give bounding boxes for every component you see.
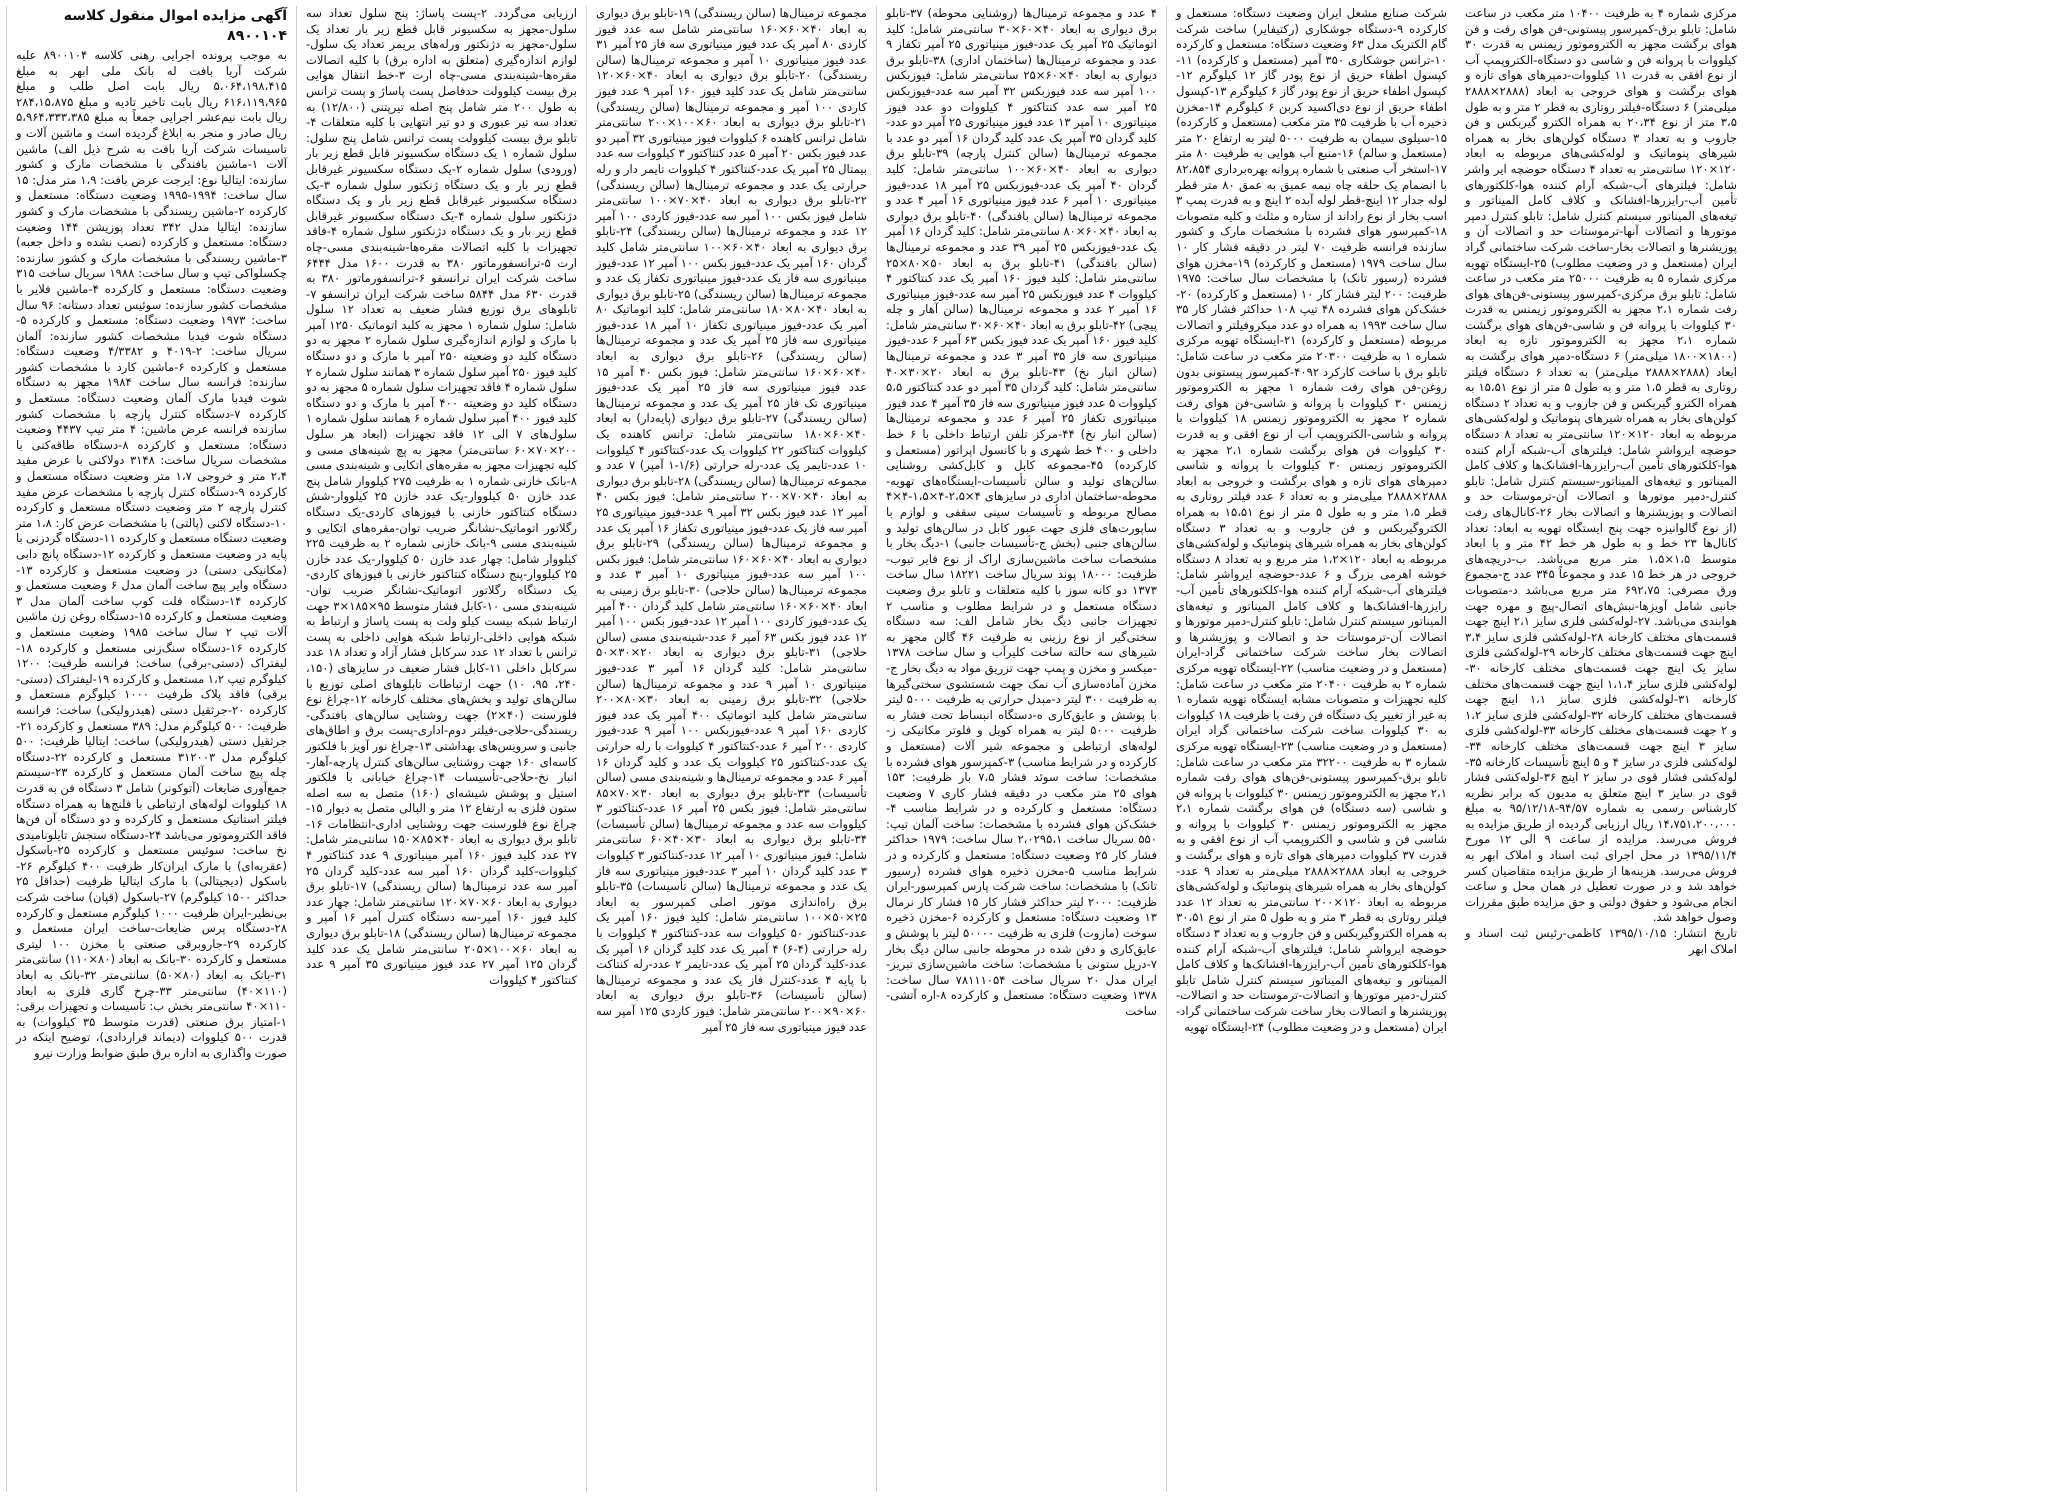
column-text: شرکت صنایع مشعل ایران وضعیت دستگاه: مستعمل و کارکرده ۹-دستگاه جوشکاری (رکتیفایر) ساخت شرکت گام الکتریک مدل ۶۳ وضعیت دستگاه: مستعمل و کارکرده ۱۰-ترانس جوشکاری ۳۵۰ آمپر (مستعمل و کارکرده) ۱۱-کپسول اطفاء حریق از نوع پودر گاز ۱۲ کیلوگرم ۱۲-کپسول اطفاء حریق از نوع پودر گاز ۶ کیلوگرم ۱۳-کپسول اطفاء حریق از نوع دی‌اکسید کربن ۶ کیلوگرم ۱۴-مخزن ذخیره آب با ظرفیت ۳۵ متر مکعب (مستعمل و کارکرده) ۱۵-سیلوی سیمان به ظرفیت ۵۰۰۰ لیتر به ارتفاع ۲۰ متر (مستعمل و سالم) ۱۶-منبع آب هوایی به ظرفیت ۸۰ متر ۱۷-استخر آب صنعتی با شماره پروانه بهره‌برداری ۸۲،۸۵۴ با انضمام یک حلقه چاه نیمه عمیق به عمق ۸۰ متر قطر لوله جدار ۱۲ اینچ-قطر لوله آبده ۲ اینچ و به قدرت پمپ ۳ اسب بخار از نوع راداند از ستاره و مثلث و کلیه متصوبات ۱۸-کمپرسور هوای فشرده با مشخصات مارک و کشور سازنده فرانسه ظرفیت ۷۰ لیتر در دقیقه فشار کار ۱۰ سال ساخت ۱۹۷۹ (مستعمل و کارکرده) ۱۹-مخزن هوای فشرده (رسیور تانک) با مشخصات سال ساخت: ۱۹۷۵ ظرفیت: ۲۰۰ لیتر فشار کار ۱۰ (مستعمل و کارکرده) ۲۰-خشک‌کن هوای فشرده ۴۸ تیپ ۱۰۸ حداکثر فشار کار ۳۵ سال ساخت ۱۹۹۳ به همراه دو عدد میکروفیلتر و اتصالات مربوطه (مستعمل و کارکرده) ۲۱-ایستگاه تهویه مرکزی شماره ۱ به ظرفیت ۲۰۳۰۰ متر مکعب در ساعت شامل: تابلو برق با ساخت کارکرد ۴۰۹۲-کمپرسور پیستونی بدون روغن-فن هوای رفت شماره ۱ مجهز به الکتروموتور زیمنس ۳۰ کیلووات با پروانه و شاسی-فن هوای رفت شماره ۲ مجهز به الکتروموتور زیمنس ۱۸ کیلووات با پروانه و شاسی-الکتروپمپ آب از نوع افقی و به قدرت ۳۰ کیلووات فن هوای برگشت شماره ۲،۱ مجهز به الکتروموتور زیمنس ۳۰ کیلووات با پروانه و شاسی دمپرهای هوای تازه و هوای برگشت و خروجی به ابعاد ۲۸۸۸×۲۸۸۸ میلی‌متر و به تعداد ۶ عدد فیلتر روتاری به قطر ۱،۵ متر و به طول ۵ متر از نوع ۱۵،۵۱ به همراه الکتروگیربکس و فن جاروب و به تعداد ۳ دستگاه کولن‌های بخار به همراه شیرهای پنوماتیک و لوله‌کشی‌های مربوطه به ابعاد ۱۲۰×۱،۲ متر مربع و به تعداد ۸ دستگاه خوشه اهرمی بزرگ و ۶ عدد-حوضچه ایرواشر شامل: فیلترهای آب-شبکه آرام کننده هوا-کلکتورهای تأمین آب-رایزرها-افشانک‌ها و کلاف کامل المیناتور و تیغه‌های المیناتور سیستم کنترل شامل: تابلو کنترل-دمپر موتورها و اتصالات آن-ترموستات حد و اتصالات و پوزیشنرها و اتصالات بخار ساخت شرکت ساختمانی گراد-ایران (مستعمل و در وضعیت مناسب) ۲۲-ایستگاه تهویه مرکزی شماره ۲ به ظرفیت ۲۰۴۰۰ متر مکعب در ساعت شامل: کلیه تجهیزات و متصوبات مشابه ایستگاه تهویه شماره ۱ به غیر از تغییر یک دستگاه فن رفت با ظرفیت ۱۸ کیلووات به ۳۰ کیلووات ساخت شرکت ساختمانی گراد ایران (مستعمل و در وضعیت مناسب) ۲۳-ایستگاه تهویه مرکزی شماره ۳ به ظرفیت ۳۲۲۰۰ متر مکعب در ساعت شامل: تابلو برق-کمپرسور پیستونی-فن‌های هوای رفت شماره ۲،۱ مجهز به الکتروموتور زیمنس ۳۰ کیلووات با پروانه فن و شاسی (سه دستگاه) فن هوای برگشت شماره ۲،۱ مجهز به الکتروموتور زیمنس ۳۰ کیلووات با پروانه و شاسی فن و شاسی و الکتروپمپ آب از نوع افقی و به قدرت ۳۷ کیلووات دمپرهای هوای تازه و هوای برگشت و خروجی به ابعاد ۲۸۸۸×۲۸۸۸ میلی‌متر به تعداد ۹ عدد-کولن‌های بخار به همراه شیرهای پنوماتیک و لوله‌کشی‌های مربوطه به ابعاد ۱۲۰×۲۰۰ سانتی‌متر به تعداد ۱۲ عدد فیلتر روتاری به قطر ۳ متر و به طول ۵ متر از نوع ۳۰،۵۱ به همراه الکتروگیربکس و فن جاروب و به تعداد ۳ دستگاه حوضچه ایرواشر شامل: فیلترهای آب-شبکه آرام کننده هوا-کلکتورهای تأمین آب-رایزرها-افشانک‌ها و کلاف کامل المیناتور و تیغه‌های المیناتور سیستم کنترل شامل تابلو کنترل-دمپر موتورها و اتصالات-ترموستات حد و اتصالات-پوزیشنرها و اتصالات بخار ساخت شرکت ساختمانی گراد-ایران (مستعمل و در وضعیت مطلوب) ۲۴-ایستگاه تهویه [1172, 6, 1448, 1034]
column-6 [1456, 6, 1746, 1492]
column-text: به موجب پرونده اجرایی رهنی کلاسه ۸۹۰۰۱۰۴ علیه شرکت آریا بافت له بانک ملی ابهر به مبلغ ۵،۰۶۴،۱۹۸،۴۱۵ ریال بابت اصل طلب و مبلغ ۶۱۶،۱۱۹،۹۶۵ ریال بابت تاخیر تادیه و مبلغ ۲۸۴،۱۵،۸۷۵ ریال بابت نیم‌عشر اجرایی جمعاً به مبلغ ۵،۹۶۴،۳۳۳،۳۸۵ ریال صادر و منجر به ابلاغ گردیده است و ماشین آلات و تاسیسات شرکت آریا بافت به شرح ذیل الف) ماشین آلات ۱-ماشین بافندگی با مشخصات مارک و کشور سازنده: ایتالیا نوع: ایرجت عرض بافت: ۱،۹ متر مدل: ۱۵ سال ساخت: ۱۹۹۴-۱۹۹۵ وضعیت دستگاه: مستعمل و کارکرده ۲-ماشین ریسندگی با مشخصات مارک و کشور سازنده: ایتالیا مدل ۳۴۲ تعداد پوزیشن ۱۴۴ وضعیت دستگاه: مستعمل و کارکرده (نصب نشده و داخل جعبه) ۳-ماشین ریسندگی با مشخصات مارک و کشور سازنده: چکسلواکی تیپ و سال ساخت: ۱۹۸۸ سریال ساخت ۳۱۵ وضعیت دستگاه: مستعمل و کارکرده ۴-ماشین فلایر با مشخصات کشور سازنده: سوئیس تعداد دستانه: ۹۶ سال ساخت: ۱۹۷۳ وضعیت دستگاه: مستعمل و کارکرده ۵-دستگاه شوت فیدبا مشخصات کشور سازنده: آلمان سریال ساخت: ۲-۴۰۱۹ و ۴/۳۳۸۲ وضعیت دستگاه: مستعمل و کارکرده ۶-ماشین کارد با مشخصات کشور سازنده: فرانسه سال ساخت ۱۹۸۴ مجهز به دستگاه شوت فیدبا مارک آلمان وضعیت دستگاه: مستعمل و کارکرده ۷-دستگاه کنترل پارچه با مشخصات کشور سازنده فرانسه عرض ماشین: ۴ متر تیپ ۴۴۳۷ وضعیت دستگاه: مستعمل و کارکرده ۸-دستگاه طاقه‌کنی با مشخصات سریال ساخت: ۳۱۴۸ دولاکنی با عرض مفید ۲،۴ متر و خروجی ۱،۷ متر وضعیت دستگاه مستعمل و کارکرده ۹-دستگاه کنترل پارچه با مشخصات عرض مفید کنترل پارچه ۲ متر وضعیت دستگاه مستعمل و کارکرده ۱۰-دستگاه لاکنی (پالتی) با مشخصات عرض کار: ۱،۸ متر وضعیت دستگاه مستعمل و کارکرده ۱۱-دستگاه گردزنی با پایه در وضعیت مستعمل و کارکرده ۱۲-دستگاه پانچ دابی (مکانیکی دستی) در وضعیت مستعمل و کارکرده ۱۳-دستگاه وایر پیچ ساخت آلمان مدل ۶ وضعیت مستعمل و کارکرده ۱۴-دستگاه فلت کوپ ساخت آلمان مدل ۳ وضعیت مستعمل و کارکرده ۱۵-دستگاه روغن زن ماشین آلات تیپ ۲ سال ساخت ۱۹۸۵ وضعیت مستعمل و کارکرده ۱۶-دستگاه سنگ‌زنی مستعمل و کارکرده ۱۸-لیفتراک (دستی-برقی) ساخت: فرانسه ظرفیت: ۱۲۰۰ کیلوگرم تیپ ۱،۲ مستعمل و کارکرده ۱۹-لیفتراک (دستی-برقی) فاقد پلاک ظرفیت ۱۰۰۰ کیلوگرم مستعمل و کارکرده ۲۰-جرثقیل دستی (هیدرولیکی) ساخت: فرانسه ظرفیت: ۵۰۰ کیلوگرم مدل: ۳۸۹ مستعمل و کارکرده ۲۱-جرثقیل دستی (هیدرولیکی) ساخت: ایتالیا ظرفیت: ۵۰۰ کیلوگرم مدل ۳۱۲۰۰۳ مستعمل و کارکرده ۲۲-دستگاه چله پیچ ساخت آلمان مستعمل و کارکرده ۲۳-سیستم جمع‌آوری ضایعات (آتوکونر) شامل ۳ دستگاه فن به قدرت ۱۸ کیلووات لوله‌های ارتباطی با فلنج‌ها به همراه دستگاه فیلتر استاتیک مستعمل و کارکرده و دو دستگاه آن فن‌ها فاقد الکتروموتور می‌باشد ۲۴-دستگاه سنجش تایلونامیدی نخ ساخت: سوئیس مستعمل و کارکرده ۲۵-باسکول (عقربه‌ای) با مارک ایران‌کار ظرفیت ۴۰۰ کیلوگرم ۲۶-باسکول (دیجیتالی) با مارک ایتالیا ظرفیت (حداقل ۲۵ حداکثر ۱۵۰۰ کیلوگرم) ۲۷-باسکول (قپان) ساخت شرکت بی‌نظیر-ایران ظرفیت ۱۰۰۰ کیلوگرم مستعمل و کارکرده ۲۸-دستگاه پرس ضایعات-ساخت ایران مستعمل و کارکرده ۲۹-جاروبرقی صنعتی با مخزن ۱۰۰ لیتری مستعمل و کارکرده ۳۰-بانک به ابعاد (۸۰×۱۱۰) سانتی‌متر ۳۱-بانک به ابعاد (۸۰×۵۰) سانتی‌متر ۳۲-بانک به ابعاد (۱۱۰×۴۰) سانتی‌متر ۳۳-چرخ گاری فلزی به ابعاد ۱۱۰×۴۰ سانتی‌متر بخش ب: تأسیسات و تجهیزات برقی: ۱-امتیاز برق صنعتی (قدرت متوسط ۳۵ کیلووات) به قدرت ۵۰۰ کیلووات (دیماند قراردادی)، توضیح اینکه در صورت واگذاری به اداره برق طبق ضوابط وزارت نیرو [12, 48, 288, 1060]
column-2 [296, 6, 586, 1492]
column-text: مجموعه ترمینال‌ها (سالن ریسندگی) ۱۹-تابلو برق دیواری به ابعاد ۴۰×۶۰×۱۶۰ سانتی‌متر شامل سه عدد فیوز کاردی ۸۰ آمپر یک عدد فیوز مینیاتوری سه فاز ۲۵ آمپر ۳۱ عدد فیوز مینیاتوری ۱۰ آمپر و مجموعه ترمینال‌ها (سالن ریسندگی) ۲۰-تابلو برق دیواری به ابعاد ۴۰×۶۰×۱۲۰ سانتی‌متر شامل یک عدد کلید فیوز ۱۶۰ آمپر ۹ عدد فیوز کاردی ۱۰۰ آمپر و مجموعه ترمینال‌ها (سالن ریسندگی) ۲۱-تابلو برق دیواری به ابعاد ۶۰×۱۰۰×۲۰۰ سانتی‌متر شامل ترانس کاهنده ۶ کیلووات فیوز مینیاتوری ۳۲ آمپر دو عدد فیوز بکس ۲۰ آمپر ۵ عدد کنتاکتور ۳ کیلووات سه عدد بیمتال ۲۵ آمپر یک عدد-کنتاکتور ۴ کیلووات تایمر دار و رله حرارتی یک عدد و مجموعه ترمینال‌ها (سالن ریسندگی) ۲۲-تابلو برق دیواری به ابعاد ۴۰×۷۰×۱۰۰ سانتی‌متر شامل فیوز بکس ۱۰۰ آمپر سه عدد-فیوز کاردی ۱۰۰ آمپر ۱۲ عدد و مجموعه ترمینال‌ها (سالن ریسندگی) ۲۴-تابلو برق دیواری به ابعاد ۴۰×۶۰×۱۰۰ سانتی‌متر شامل کلید گردان ۱۶۰ آمپر یک عدد-فیوز بکس ۱۰۰ آمپر ۱۲ عدد-فیوز مینیاتوری سه فاز یک عدد-فیوز مینیاتوری تکفاز یک عدد و مجموعه ترمینال‌ها (سالن ریسندگی) ۲۵-تابلو برق دیواری به ابعاد ۴۰×۸۰×۱۸۰ سانتی‌متر شامل: کلید اتوماتیک ۸۰ آمپر یک عدد-فیوز مینیاتوری تکفاز ۱۰ آمپر ۱۸ عدد-فیوز مینیاتوری سه فاز ۲۵ آمپر یک عدد و مجموعه ترمینال‌ها (سالن ریسندگی) ۲۶-تابلو برق دیواری به ابعاد ۴۰×۶۰×۱۶۰ سانتی‌متر شامل: فیوز بکس ۴۰ آمپر ۱۵ عدد فیوز مینیاتوری سه فاز ۲۵ آمپر یک عدد-فیوز مینیاتوری تک فاز ۲۵ آمپر یک عدد و مجموعه ترمینال‌ها (سالن ریسندگی) ۲۷-تابلو برق دیواری (پایه‌دار) به ابعاد ۴۰×۶۰×۱۸۰ سانتی‌متر شامل: ترانس کاهنده یک کیلووات کنتاکتور ۲۲ کیلووات یک عدد-کنتاکتور ۴ کیلووات ۱۰ عدد-تایمر یک عدد-رله حرارتی (۱/۶-۱ آمپر) ۷ عدد و مجموعه ترمینال‌ها (سالن ریسندگی) ۲۸-تابلو برق دیواری به ابعاد ۴۰×۷۰×۲۰۰ سانتی‌متر شامل: فیوز بکس ۴۰ آمپر ۱۲ عدد فیوز بکس ۳۲ آمپر ۹ عدد-فیوز مینیاتوری ۲۵ آمپر سه فاز یک عدد-فیوز مینیاتوری تکفاز ۱۶ آمپر یک عدد و مجموعه ترمینال‌ها (سالن ریسندگی) ۲۹-تابلو برق دیواری به ابعاد ۴۰×۶۰×۱۶۰ سانتی‌متر شامل: فیوز بکس ۱۰۰ آمپر سه عدد-فیوز مینیاتوری ۱۰ آمپر ۳ عدد و مجموعه ترمینال‌ها (سالن حلاجی) ۳۰-تابلو برق زمینی به ابعاد ۴۰×۶۰×۱۶۰ سانتی‌متر شامل کلید گردان ۴۰۰ آمپر یک عدد-فیوز کاردی ۱۰۰ آمپر ۱۲ عدد-فیوز بکس ۱۰۰ آمپر ۱۲ عدد فیوز بکس ۶۳ آمپر ۶ عدد-شینه‌بندی مسی (سالن حلاجی) ۳۱-تابلو برق دیواری به ابعاد ۲۰×۳۰×۵۰ سانتی‌متر شامل: کلید گردان ۱۶ آمپر ۳ عدد-فیوز مینیاتوری ۱۰ آمپر ۹ عدد و مجموعه ترمینال‌ها (سالن حلاجی) ۳۲-تابلو برق زمینی به ابعاد ۳۰×۸۰×۲۰۰ سانتی‌متر شامل کلید اتوماتیک ۴۰۰ آمپر یک عدد فیوز کاردی ۱۶۰ آمپر ۹ عدد-فیوزبکس ۱۰۰ آمپر ۹ عدد-فیوز کاردی ۲۰۰ آمپر ۶ عدد-کنتاکتور ۴ کیلووات با رله حرارتی یک عدد-کنتاکتور ۲۵ کیلووات یک عدد و کلید گردان ۱۶ آمپر ۶ عدد و مجموعه ترمینال‌ها و شینه‌بندی مسی (سالن تأسیسات) ۳۳-تابلو برق دیواری به ابعاد ۳۰×۷۰×۸۵ سانتی‌متر شامل: فیوز بکس ۲۵ آمپر ۱۶ عدد-کنتاکتور ۳ کیلووات سه عدد و مجموعه ترمینال‌ها (سالن تأسیسات) ۳۴-تابلو برق دیواری به ابعاد ۳۰×۴۰×۶۰ سانتی‌متر شامل: فیوز مینیاتوری ۱۰ آمپر ۱۲ عدد-کنتاکتور ۳ کیلووات ۳ عدد کلید گردان ۱۰ آمپر ۳ عدد-فیوز مینیاتوری سه فاز یک عدد و مجموعه ترمینال‌ها (سالن تأسیسات) ۳۵-تابلو برق راه‌اندازی موتور اصلی کمپرسور به ابعاد ۲۵×۵۰×۱۰۰ سانتی‌متر شامل: کلید فیوز ۱۶۰ آمپر یک عدد-کنتاکتور ۵۰ کیلووات سه عدد-کنتاکتور ۴ کیلووات با رله حرارتی (۴-۶) ۴ آمپر یک عدد کلید گردان ۱۶ آمپر یک عدد-کلید گردان ۲۵ آمپر یک عدد-تایمر ۲ عدد-رله کنتاکت با پایه ۴ عدد-کنترل فاز یک عدد و مجموعه ترمینال‌ها (سالن تأسیسات) ۳۶-تابلو برق دیواری به ابعاد ۶۰×۹۰×۲۰۰ سانتی‌متر شامل: فیوز کاردی ۱۲۵ آمپر سه عدد فیوز مینیاتوری سه فاز ۲۵ آمپر [592, 6, 868, 1034]
column-5 [1166, 6, 1456, 1492]
column-4 [876, 6, 1166, 1492]
column-text: ۴ عدد و مجموعه ترمینال‌ها (روشنایی محوطه) ۳۷-تابلو برق دیواری به ابعاد ۴۰×۶۰×۳۰ سانتی‌متر شامل: کلید اتوماتیک ۲۵ آمپر یک عدد-فیوز مینیاتوری ۲۵ آمپر تکفاز ۹ عدد و مجموعه ترمینال‌ها (ساختمان اداری) ۳۸-تابلو برق دیواری به ابعاد ۴۰×۶۰×۲۵ سانتی‌متر شامل: فیوزبکس ۱۰۰ آمپر سه عدد فیوزبکس ۳۲ آمپر سه عدد-فیوزبکس ۲۵ آمپر سه عدد کنتاکتور ۴ کیلووات دو عدد فیوز مینیاتوری ۱۰ آمپر ۱۳ عدد فیوز مینیاتوری ۲۵ آمپر دو عدد-کلید گردان ۳۵ آمپر یک عدد کلید گردان ۱۶ آمپر دو عدد با مجموعه ترمینال‌ها (سالن کنترل پارچه) ۳۹-تابلو برق دیواری به ابعاد ۴۰×۶۰×۱۰۰ سانتی‌متر شامل: کلید گردان ۴۰ آمپر یک عدد-فیوزبکس ۲۵ آمپر ۱۸ عدد-فیوز مینیاتوری ۱۰ آمپر ۶ عدد فیوز مینیاتوری ۱۶ آمپر ۴ عدد و مجموعه ترمینال‌ها (سالن بافندگی) ۴۰-تابلو برق دیواری به ابعاد ۴۰×۶۰×۸۰ سانتی‌متر شامل: کلید گردان ۱۶ آمپر یک عدد-فیوزبکس ۲۵ آمپر ۳۹ عدد و مجموعه ترمینال‌ها (سالن بافندگی) ۴۱-تابلو برق به ابعاد ۵۰×۸۰×۲۵ سانتی‌متر شامل: کلید فیوز ۱۶۰ آمپر یک عدد کنتاکتور ۴ کیلووات ۴ عدد فیوزبکس ۲۵ آمپر سه عدد-فیوز مینیاتوری ۱۶ آمپر ۲ عدد و مجموعه ترمینال‌ها (سالن آهار و چله پیچی) ۴۲-تابلو برق به ابعاد ۴۰×۶۰×۳۰ سانتی‌متر شامل: کلید فیوز ۱۶۰ آمپر یک عدد فیوز بکس ۶۳ آمپر ۶ عدد-فیوز مینیاتوری سه فاز ۳۵ آمپر ۳ عدد و مجموعه ترمینال‌ها (سالن انبار نخ) ۴۳-تابلو برق به ابعاد ۲۰×۳۰×۴۰ سانتی‌متر شامل: کلید گردان ۳۵ آمپر دو عدد کنتاکتور ۵،۵ کیلووات ۵ عدد فیوز مینیاتوری سه فاز ۳۵ آمپر ۴ عدد فیوز مینیاتوری تکفاز ۲۵ آمپر ۶ عدد و مجموعه ترمینال‌ها (سالن انبار نخ) ۴۴-مرکز تلفن ارتباط داخلی با ۶ خط داخلی و ۴۰۰ خط شهری و با کانسول اپراتور (مستعمل و کارکرده) ۴۵-مجموعه کابل و کابل‌کشی روشنایی سالن‌های تولید و سالن تأسیسات-ایستگاه‌های تهویه-محوطه-ساختمان اداری در سایزهای ۴×۲،۵-۴×۱،۵-۴×۴ مصالح مربوطه و تأسیسات سینی سقفی و لوازم با ساپورت‌های فلزی جهت عبور کابل در سالن‌های تولید و سالن‌های جنبی (بخش ج-تأسیسات جانبی) ۱-دیگ بخار با مشخصات ساخت ماشین‌سازی اراک از نوع فایر تیوب-ظرفیت: ۱۸۰۰۰ پوند سریال ساخت ۱۸۲۲۱ سال ساخت ۱۳۷۳ دو کانه سوز با کلیه متعلقات و تابلو برق وضعیت دستگاه مستعمل و در شرایط مطلوب و مناسب ۲ تجهیزات جانبی دیگ بخار شامل الف: سه دستگاه سختی‌گیر از نوع رزینی به ظرفیت ۴۶ گالن مجهز به شیرهای سه حالته ساخت کلیرآب و سال ساخت ۱۳۷۸ -میکسر و مخزن و پمپ جهت تزریق مواد به دیگ بخار ج-مخزن آماده‌سازی آب نمک جهت شستشوی سختی‌گیرها به ظرفیت ۳۰۰ لیتر د-مبدل حرارتی به ظرفیت ۵۰۰۰ لیتر با پوشش و عایق‌کاری ه-دستگاه انبساط تحت فشار به ظرفیت ۵۰۰۰ لیتر به همراه کویل و فلوتر مکانیکی ز-لوله‌های ارتباطی و مجموعه شیر آلات (مستعمل و کارکرده و در شرایط مناسب) ۳-کمپرسور هوای فشرده با مشخصات: ساخت سوئد فشار ۷،۵ بار ظرفیت: ۱۵۳ هوای ۲۵ متر مکعب در دقیقه فشار کاری ۷ وضعیت دستگاه: مستعمل و کارکرده و در شرایط مناسب ۴-خشک‌کن هوای فشرده با مشخصات: ساخت آلمان تیپ: ۵۵۰ سریال ساخت ۲،۰۲۹۵،۱ سال ساخت: ۱۹۷۹ حداکثر فشار کار ۲۵ وضعیت دستگاه: مستعمل و کارکرده و در شرایط مناسب ۵-مخزن ذخیره هوای فشرده (رسیور تانک) با مشخصات: ساخت شرکت پارس کمپرسور-ایران ظرفیت: ۲۰۰۰ لیتر حداکثر فشار کار ۱۵ فشار کار نرمال ۱۳ وضعیت دستگاه: مستعمل و کارکرده ۶-مخزن ذخیره سوخت (مازوت) فلزی به ظرفیت ۵۰۰۰۰ لیتر با پوشش و عایق‌کاری و دفن شده در محوطه جانبی سالن دیگ بخار ۷-دریل ستونی با مشخصات: ساخت ماشین‌سازی تبریز-ایران مدل ۲۰ سریال ساخت ۷۸۱۱۱۰۵۴ سال ساخت: ۱۳۷۸ وضعیت دستگاه: مستعمل و کارکرده ۸-اره آتشی-ساخت [882, 6, 1158, 1018]
notice-title: آگهی مزایده اموال منقول کلاسه ۸۹۰۰۱۰۴ [63, 8, 287, 44]
column-text: ارزیابی می‌گردد. ۲-پست پاساژ: پنج سلول تعداد سه سلول-مجهز به سکسیونر قابل قطع زیر بار تعداد یک سلول-مجهز به دژنکتور ورله‌های بریمر تعداد یک سلول-لوازم اندازه‌گیری (متعلق به اداره برق) با کلیه اتصالات مقره‌ها-شینه‌بندی مسی-چاه ارت ۳-خط انتقال هوایی برق بیست کیلوولت حدفاصل پست پاساژ و پست ترانس به طول ۲۰۰ متر شامل پنج اصله تیرپتنی (۱۲/۸۰۰) به تعداد سه تیر عبوری و دو تیر انتهایی با کلیه متعلقات ۴-تابلو برق بیست کیلوولت پست ترانس شامل پنج سلول: سلول شماره ۱ یک دستگاه سکسیونر قابل قطع زیر بار (ورودی) سلول شماره ۲-یک دستگاه سکسیونر غیرقابل قطع زیر بار و یک دستگاه ژنکتور سلول شماره ۳-یک دستگاه سکسیونر غیرقابل قطع زیر بار و یک دستگاه دژنکتور سلول شماره ۴-یک دستگاه سکسیونر غیرقابل قطع زیر بار و یک دستگاه دژنکتور سلول شماره ۴-فاقد تجهیزات با کلیه اتصالات مقره‌ها-شینه‌بندی مسی-چاه ارت ۵-ترانسفورماتور ۳۸۰ به قدرت ۱۶۰۰ مدل ۶۴۴۴ ساخت شرکت ایران ترانسفو ۶-ترانسفورماتور ۳۸۰ به قدرت ۶۳۰ مدل ۵۸۴۴ ساخت شرکت ایران ترانسفو ۷-تابلوهای برق توزیع فشار ضعیف به تعداد ۱۲ سلول شامل: سلول شماره ۱ مجهز به کلید اتوماتیک ۱۲۵۰ آمپر با مارک و لوازم اندازه‌گیری سلول شماره ۲ مجهز به دو دستگاه کلید دو وضعیته ۲۵۰ آمپر با مارک و دو دستگاه کلید فیوز ۲۵۰ آمپر سلول شماره ۳ همانند سلول شماره ۲ سلول شماره ۴ فاقد تجهیزات سلول شماره ۵ مجهز به دو دستگاه کلید دو وضعیته ۴۰۰ آمپر با مارک و دو دستگاه کلید فیوز ۴۰۰ آمپر سلول شماره ۶ همانند سلول شماره ۱ سلول‌های ۷ الی ۱۲ فاقد تجهیزات (ابعاد هر سلول ۲۰۰×۷۰×۶۰ سانتی‌متر) مجهز به پچ شینه‌های مسی و کلیه تجهیزات مجهز به مقره‌های اتکایی و شینه‌بندی مسی ۸-بانک خازنی شماره ۱ به ظرفیت ۲۷۵ کیلووار شامل پنج عدد خازن ۵۰ کیلووار-یک عدد خازن ۲۵ کیلووار-شش دستگاه کنتاکتور خازنی با فیوزهای کاردی-یک دستگاه رگلاتور اتوماتیک-نشانگر ضریب توان-مقره‌های اتکایی و شینه‌بندی مسی ۹-بانک خازنی شماره ۲ به ظرفیت ۲۲۵ کیلووار شامل: چهار عدد خازن ۵۰ کیلووار-یک عدد خازن ۲۵ کیلووار-پنج دستگاه کنتاکتور خازنی با فیوزهای کاردی-یک دستگاه رگلاتور اتوماتیک-نشانگر ضریب توان-شینه‌بندی مسی ۱۰-کابل فشار متوسط ۹۵×۱۸۵×۳ جهت ارتباط شبکه بیست کیلو ولت به پست پاساژ و ارتباط به شبکه هوایی داخلی-ارتباط شبکه هوایی داخلی به پست ترانس با تعداد ۱۲ عدد سرکابل فشار آزاد و تعداد ۱۸ عدد سرکابل داخلی ۱۱-کابل فشار ضعیف در سایزهای (۱۵۰، ۲۴۰، ۹۵، ۱۰) جهت ارتباطات تابلوهای اصلی توزیع با سالن‌های تولید و بخش‌های مختلف کارخانه ۱۲-چراغ نوع فلورسنت (۴۰×۲) جهت روشنایی سالن‌های بافندگی-ریسندگی-حلاجی-فیلتر دوم-اداری-پست برق و اطاق‌های جانبی و سرویس‌های بهداشتی ۱۳-چراغ نور آویز با فلکتور کاسه‌ای ۱۶۰ جهت روشنایی سالن‌های کنترل پارچه-آهار-انبار نخ-حلاجی-تأسیسات ۱۴-چراغ خیابانی با فلکتور استیل و پوشش شیشه‌ای (۱۶۰) متصل به سه اصله ستون فلزی به ارتفاع ۱۲ متر و البالی متصل به دیوار ۱۵-چراغ نوع فلورسنت جهت روشنایی اداری-انتظامات ۱۶-تابلو برق دیواری به ابعاد ۴۰×۸۵×۱۵۰ سانتی‌متر شامل: ۲۷ عدد کلید فیوز ۱۶۰ آمپر مینیاتوری ۹ عدد کنتاکتور ۴ کیلووات-کلید گردان ۱۶۰ آمپر سه عدد-کلید گردان ۲۵ آمپر سه عدد ترمینال‌ها (سالن ریسندگی) ۱۷-تابلو برق دیواری به ابعاد ۶۰×۷۰×۱۲۰ سانتی‌متر شامل: چهار عدد کلید فیوز ۱۶۰ آمپر-سه دستگاه کنترل آمپر ۱۶ آمپر و مجموعه ترمینال‌ها (سالن ریسندگی) ۱۸-تابلو برق دیواری به ابعاد ۶۰×۱۰۰×۲۰۵ سانتی‌متر شامل یک عدد کلید گردان ۱۲۵ آمپر ۲۷ عدد فیوز مینیاتوری ۳۵ آمپر ۹ عدد کنتاکتور ۴ کیلووات [302, 6, 578, 987]
column-text: مرکزی شماره ۴ به ظرفیت ۱۰۴۰۰ متر مکعب در ساعت شامل: تابلو برق-کمپرسور پیستونی-فن هوای رفت و فن هوای برگشت مجهز به الکتروموتور زیمنس به قدرت ۳۰ کیلووات با پروانه فن و شاسی دو دستگاه-الکتروپمپ آب از نوع افقی به قدرت ۱۱ کیلووات-دمپرهای هوای تازه و هوای برگشت و هوای خروجی به ابعاد (۲۸۸۸×۲۸۸۸ میلی‌متر) ۶ دستگاه-فیلتر روتاری به قطر ۲ متر و به طول ۳،۵ متر از نوع ۲۰،۳۴ به همراه الکترو گیربکس و فن جاروب و به تعداد ۳ دستگاه کولن‌های بخار به همراه شیرهای پنوماتیک و لوله‌کشی‌های مربوطه به ابعاد ۱۲۰×۱۲۰ سانتی‌متر به تعداد ۴ دستگاه حوضچه ایر واشر شامل: فیلترهای آب-شبکه آرام کننده هوا-کلکتورهای تأمین آب-رایزرها-افشانک و کلاف کامل المیناتور و تیغه‌های المیناتور سیستم کنترل شامل: تابلو کنترل دمپر موتورها و اتصالات آنها-ترموستات حد و اتصالات آن و پوزیشنرها و اتصالات بخار-ساخت شرکت ساختمانی گراد ایران (مستعمل و در وضعیت مطلوب) ۲۵-ایستگاه تهویه مرکزی شماره ۵ به ظرفیت ۲۵۰۰۰ متر مکعب در ساعت شامل: تابلو برق مرکزی-کمپرسور پیستونی-فن‌های هوای رفت شماره ۲،۱ مجهز به الکتروموتور زیمنس به قدرت ۳۰ کیلووات با پروانه فن و شاسی-فن‌های هوای برگشت شماره ۲،۱ مجهز به الکتروموتور تازه به ابعاد (۱۸۰۰×۱۸۰۰ میلی‌متر) ۶ دستگاه-دمپر هوای برگشت به ابعاد (۲۸۸۸×۲۸۸۸ میلی‌متر) به تعداد ۶ دستگاه فیلتر روتاری به قطر ۱،۵ متر و به طول ۵ متر از نوع ۱۵،۵۱ به همراه الکترو گیربکس و فن جاروب و به تعداد ۲ دستگاه کولن‌های بخار به همراه شیرهای پنوماتیک و لوله‌کشی‌های مربوطه به ابعاد ۱۲۰×۱۲۰ سانتی‌متر به تعداد ۸ دستگاه حوضچه ایرواشر شامل: فیلترهای آب-شبکه آرام کننده هوا-کلکتورهای تأمین آب-رایزرها-افشانک‌ها و کلاف کامل المیناتور و تیغه‌های المیناتور-سیستم کنترل شامل: تابلو کنترل-دمپر موتورها و اتصالات آن-ترموستات حد و اتصالات و پوزیشنرها و اتصالات بخار ۲۶-کانال‌های رفت (از نوع گالوانیزه جهت پنج ایستگاه تهویه به ابعاد: تعداد کانال‌ها ۲۳ خط و به طول هر خط ۴۲ متر و با ابعاد متوسط ۱،۵×۱،۵ متر مربع می‌باشد. ب-دریچه‌های خروجی در هر خط ۱۵ عدد و مجموعاً ۳۴۵ عدد ج-مجموع ورق مصرفی: ۶۹۲،۷۵ متر مربع می‌باشد د-متصوبات جانبی شامل آویزها-نبش‌های اتصال-پیچ و مهره جهت هوابندی می‌باشد. ۲۷-لوله‌کشی فلزی سایز ۲،۱ اینچ جهت قسمت‌های مختلف کارخانه ۲۸-لوله‌کشی فلزی سایز ۳،۴ اینچ جهت قسمت‌های مختلف کارخانه ۲۹-لوله‌کشی فلزی سایز یک اینچ جهت قسمت‌های مختلف کارخانه ۳۰-لوله‌کشی فلزی سایز ۱،۱،۴ اینچ جهت قسمت‌های مختلف کارخانه ۳۱-لوله‌کشی فلزی سایز ۱،۱ اینچ جهت قسمت‌های مختلف کارخانه ۳۲-لوله‌کشی فلزی سایز ۱،۲ و ۲ جهت قسمت‌های مختلف کارخانه ۳۳-لوله‌کشی فلزی سایز ۳ اینچ جهت قسمت‌های مختلف کارخانه ۳۴-لوله‌کشی فلزی در سایز ۴ و ۵ اینچ تأسیسات کارخانه ۳۵-لوله‌کشی فشار قوی در سایز ۲ اینچ ۳۶-لوله‌کشی فشار قوی در سایز ۳ اینچ متعلق به مدیون که برابر نظریه کارشناس رسمی به شماره ۹۴/۵۷-۹۵/۱۲/۱۸ به مبلغ ۱۴،۷۵۱،۲۰۰،۰۰۰ ریال ارزیابی گردیده از طریق مزایده به فروش می‌رسد. مزایده از ساعت ۹ الی ۱۲ مورخ ۱۳۹۵/۱۱/۴ در محل اجرای ثبت اسناد و املاک ابهر به فروش می‌رسد. هزینه‌ها از طریق مزایده متقاضیان کسر خواهد شد و در صورت تعطیل در همان محل و ساعت انجام می‌شود و حقوق دولتی و حق مزایده طبق مقررات وصول خواهد شد. تاریخ انتشار: ۱۳۹۵/۱۰/۱۵ کاظمی-رئیس ثبت اسناد و املاک ابهر [1465, 6, 1738, 956]
column-1 [6, 6, 296, 1492]
column-3 [586, 6, 876, 1492]
